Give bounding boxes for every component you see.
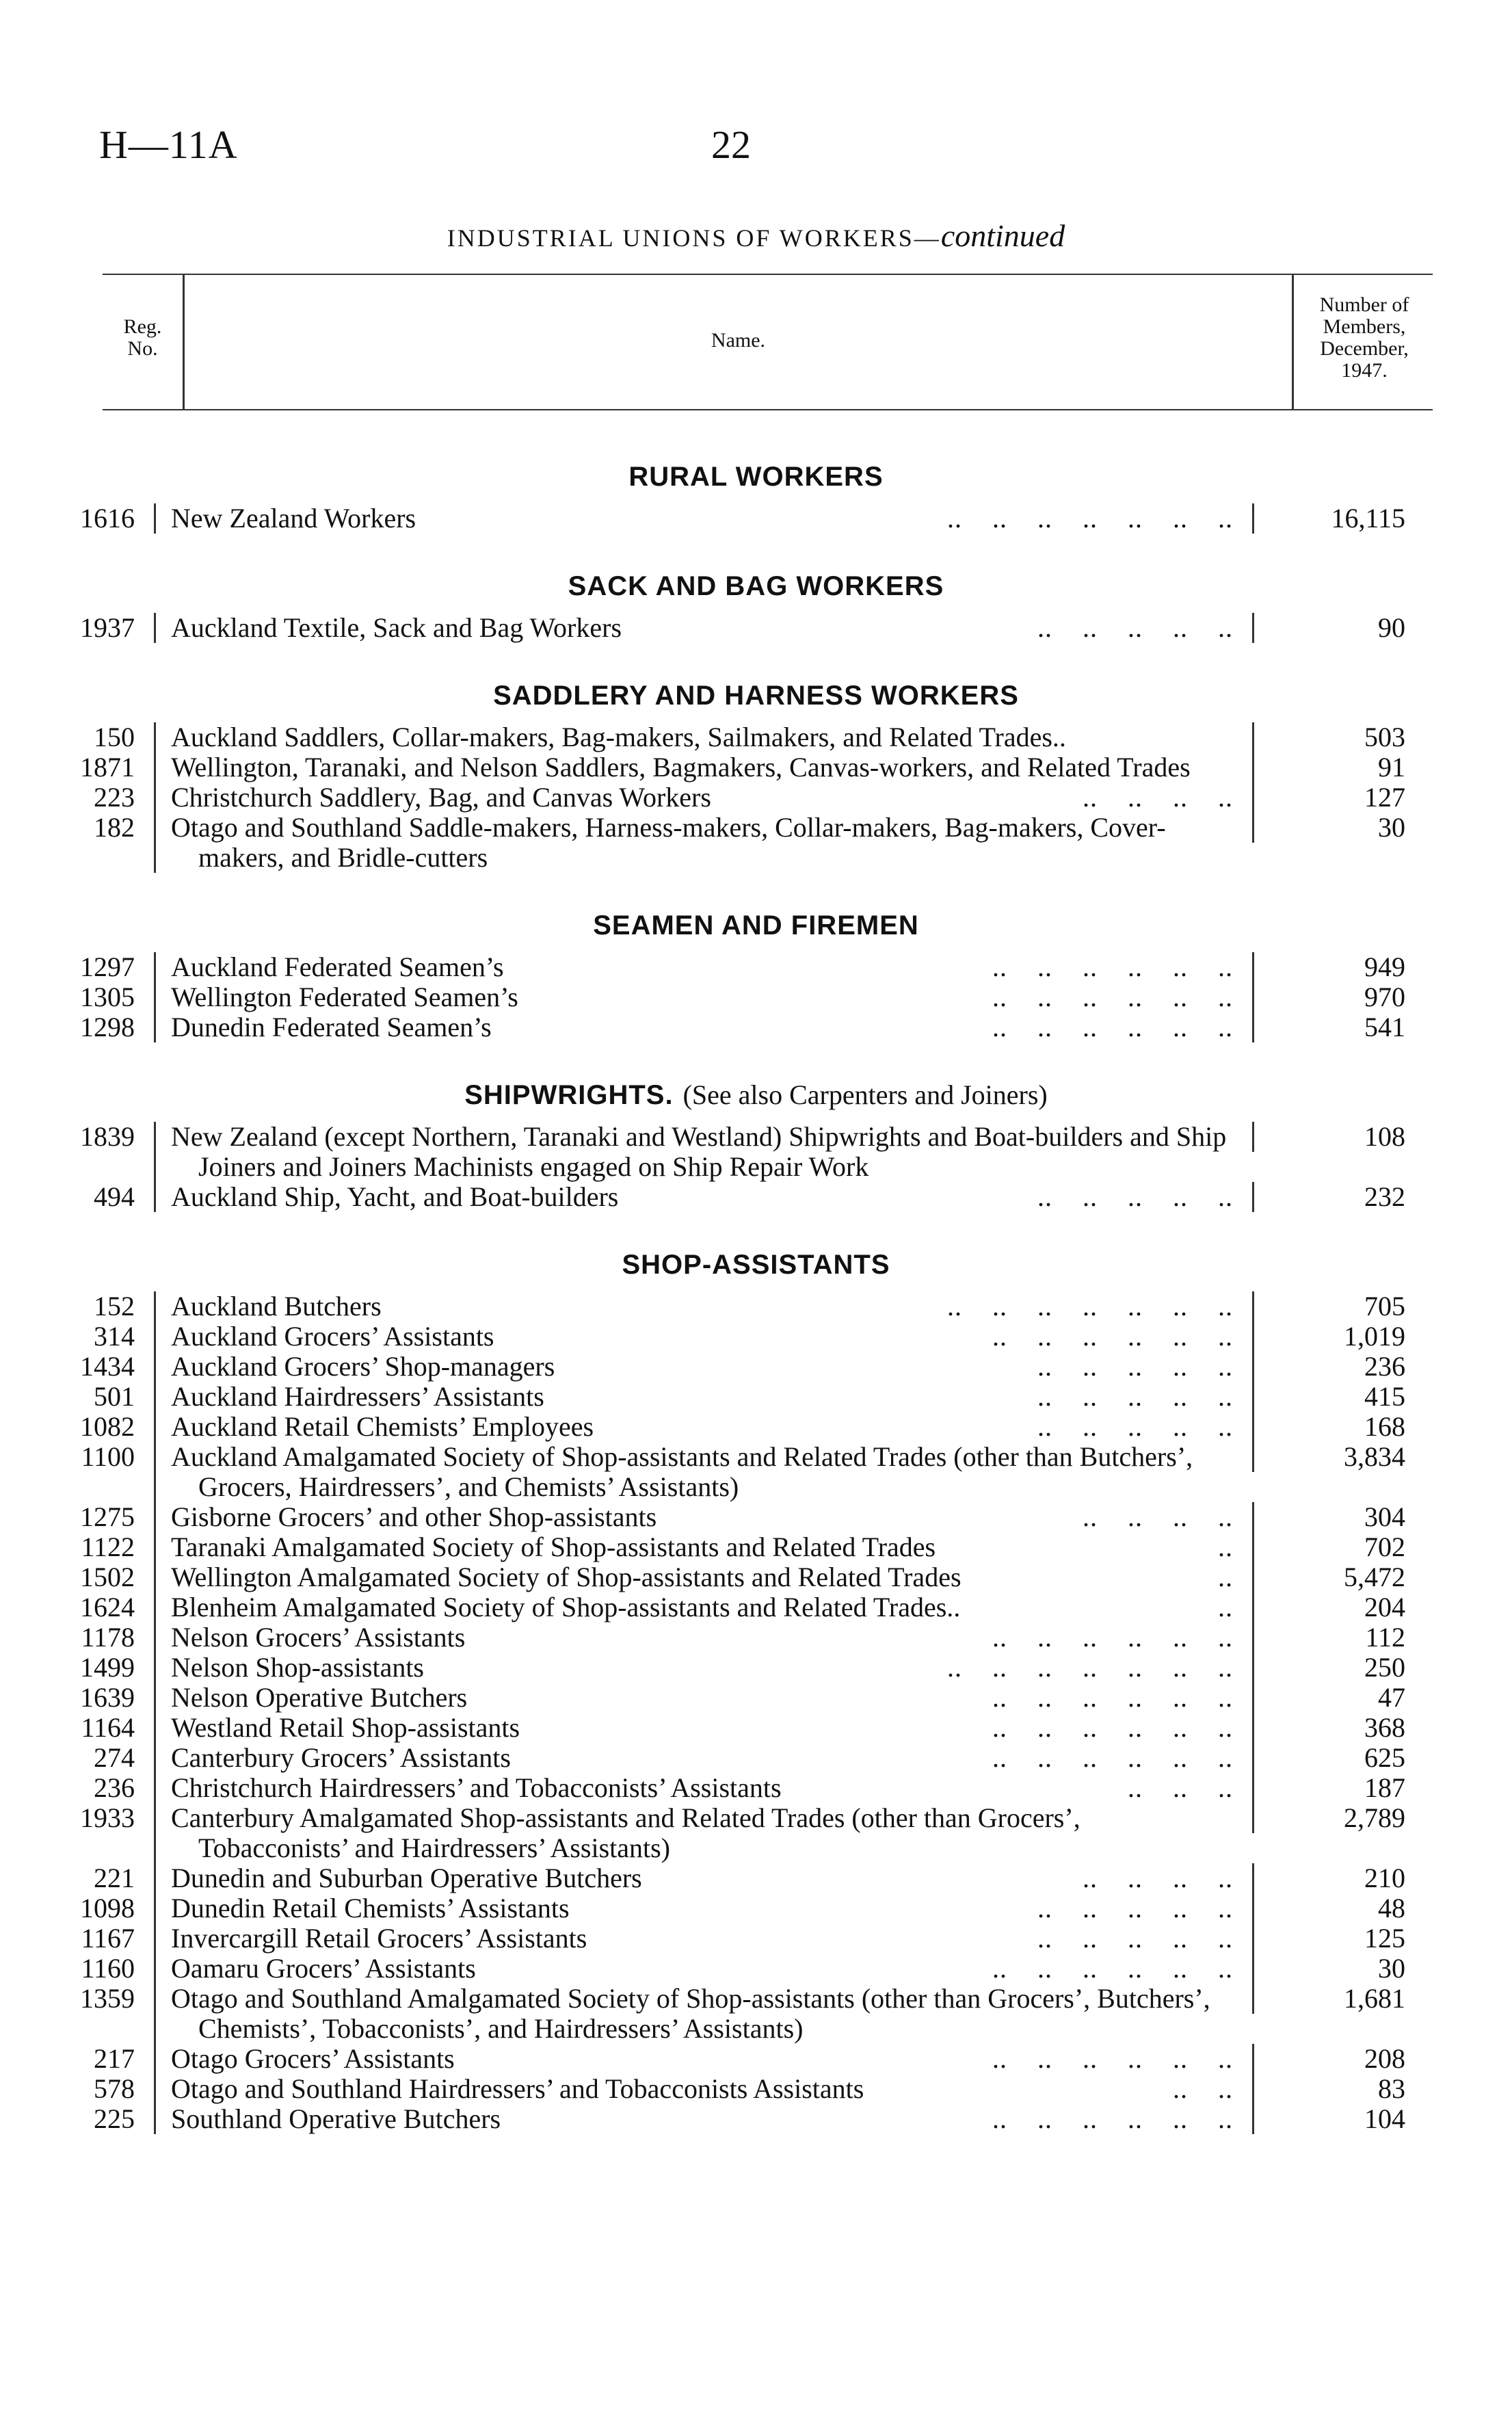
table-row <box>0 1182 1512 1212</box>
member-count: 304 <box>1252 1502 1416 1532</box>
member-count: 47 <box>1252 1683 1416 1713</box>
reg-number: 1639 <box>80 1682 135 1713</box>
reg-number: 236 <box>94 1772 135 1803</box>
table-row <box>0 1743 1512 1773</box>
reg-number: 274 <box>94 1742 135 1773</box>
union-name-cell <box>154 1502 1252 1532</box>
union-name: Canterbury Grocers’ Assistants <box>171 1742 511 1773</box>
union-name: Oamaru Grocers’ Assistants <box>171 1953 476 1984</box>
member-count: 5,472 <box>1252 1562 1416 1592</box>
reg-number: 314 <box>94 1321 135 1352</box>
member-count: 112 <box>1252 1622 1416 1653</box>
union-name: Gisborne Grocers’ and other Shop-assistants <box>171 1501 657 1532</box>
leader-dots: .. .. .. .. .. <box>1022 1181 1233 1212</box>
reg-number: 1100 <box>81 1441 135 1472</box>
union-name: Dunedin Retail Chemists’ Assistants <box>171 1893 570 1923</box>
document-reference: H—11A <box>99 122 238 167</box>
leader-dots: .. <box>1203 1592 1233 1622</box>
column-header-reg-no: Reg. No. <box>123 315 162 360</box>
table-row <box>0 1713 1512 1743</box>
table-row <box>0 1442 1512 1502</box>
member-count: 108 <box>1252 1122 1416 1152</box>
table-row <box>0 982 1512 1012</box>
section-heading <box>0 679 1512 713</box>
reg-number: 221 <box>94 1863 135 1893</box>
leader-dots: .. <box>1203 1562 1233 1592</box>
reg-number: 217 <box>94 2043 135 2074</box>
table-row <box>0 1502 1512 1532</box>
union-name: New Zealand Workers <box>171 503 416 534</box>
header-top-rule <box>103 274 1433 275</box>
member-count: 204 <box>1252 1592 1416 1622</box>
leader-dots: .. .. .. .. .. <box>1022 1351 1233 1382</box>
union-name: Otago and Southland Hairdressers’ and Tobacconists Assistants <box>171 2073 864 2104</box>
leader-dots: .. .. <box>1158 2073 1233 2104</box>
member-count: 625 <box>1252 1743 1416 1773</box>
member-count: 187 <box>1252 1773 1416 1803</box>
union-name-cell <box>154 1683 1252 1713</box>
union-name-cell <box>154 722 1252 752</box>
member-count: 236 <box>1252 1352 1416 1382</box>
union-name: Auckland Butchers <box>171 1291 382 1322</box>
union-name-cell <box>154 752 1252 783</box>
union-name-cell <box>154 1532 1252 1562</box>
member-count: 90 <box>1252 613 1416 643</box>
member-count: 30 <box>1252 1954 1416 1984</box>
union-name-cell <box>154 952 1252 982</box>
table-row <box>0 2044 1512 2074</box>
table-row <box>0 503 1512 534</box>
leader-dots: .. .. .. <box>1113 1772 1233 1803</box>
table-row <box>0 1954 1512 1984</box>
section-heading-text: SHOP-ASSISTANTS <box>622 1250 890 1280</box>
header-divider-right <box>1292 274 1294 409</box>
union-name-cell <box>154 1984 1252 2044</box>
leader-dots: .. .. .. .. .. .. <box>977 1682 1233 1713</box>
member-count: 705 <box>1252 1291 1416 1322</box>
union-name: Auckland Amalgamated Society of Shop-assistants and Related Trades (other than Butchers’, Grocers, Hairdressers’, and Chemists’ Assistants) <box>171 1441 1193 1502</box>
table-row <box>0 1322 1512 1352</box>
reg-number: 1502 <box>80 1562 135 1592</box>
union-name-cell <box>154 1863 1252 1893</box>
union-name: Otago and Southland Saddle-makers, Harness-makers, Collar-makers, Bag-makers, Cover-makers, and Bridle-cutters <box>171 812 1166 873</box>
union-name: Auckland Federated Seamen’s <box>171 951 504 982</box>
table-row <box>0 613 1512 643</box>
section-heading-text: SADDLERY AND HARNESS WORKERS <box>493 681 1019 711</box>
reg-number: 1082 <box>80 1411 135 1442</box>
member-count: 2,789 <box>1252 1803 1416 1833</box>
member-count: 232 <box>1252 1182 1416 1212</box>
table-row <box>0 1352 1512 1382</box>
table-row <box>0 783 1512 813</box>
member-count: 48 <box>1252 1893 1416 1923</box>
member-count: 250 <box>1252 1653 1416 1683</box>
table-row <box>0 1893 1512 1923</box>
member-count: 16,115 <box>1252 503 1416 534</box>
leader-dots: .. .. .. .. .. .. <box>977 951 1233 982</box>
section-heading <box>0 1078 1512 1112</box>
member-count: 949 <box>1252 952 1416 982</box>
member-count: 104 <box>1252 2104 1416 2134</box>
table-row <box>0 1412 1512 1442</box>
union-name-cell <box>154 1923 1252 1954</box>
union-name: Southland Operative Butchers <box>171 2103 501 2134</box>
leader-dots: .. .. .. .. .. .. <box>977 2043 1233 2074</box>
reg-number: 1178 <box>81 1622 135 1653</box>
reg-number: 1298 <box>80 1012 135 1042</box>
reg-number: 1359 <box>80 1983 135 2014</box>
table-row <box>0 2074 1512 2104</box>
table-row <box>0 1863 1512 1893</box>
reg-number: 1164 <box>81 1712 135 1743</box>
leader-dots: .. .. .. .. <box>1067 782 1233 813</box>
table-row <box>0 752 1512 783</box>
union-name-cell <box>154 1352 1252 1382</box>
union-name: Auckland Ship, Yacht, and Boat-builders <box>171 1181 619 1212</box>
member-count: 503 <box>1252 722 1416 752</box>
reg-number: 1305 <box>80 982 135 1012</box>
member-count: 83 <box>1252 2074 1416 2104</box>
reg-number: 1122 <box>81 1532 135 1562</box>
section-heading <box>0 1248 1512 1282</box>
leader-dots: .. .. .. .. .. .. <box>977 1742 1233 1773</box>
member-count: 415 <box>1252 1382 1416 1412</box>
member-count: 702 <box>1252 1532 1416 1562</box>
union-name: Auckland Saddlers, Collar-makers, Bag-makers, Sailmakers, and Related Trades.. <box>171 722 1066 752</box>
union-name-cell <box>154 1442 1252 1502</box>
union-name: Auckland Grocers’ Assistants <box>171 1321 494 1352</box>
leader-dots: .. <box>1203 1532 1233 1562</box>
leader-dots: .. .. .. .. .. .. <box>977 1321 1233 1352</box>
table-row <box>0 2104 1512 2134</box>
table-row <box>0 1773 1512 1803</box>
leader-dots: .. .. .. .. .. <box>1030 612 1233 643</box>
table-row <box>0 1683 1512 1713</box>
reg-number: 152 <box>94 1291 135 1322</box>
table-row <box>0 1532 1512 1562</box>
union-name-cell <box>154 1803 1252 1863</box>
reg-number: 1297 <box>80 951 135 982</box>
section-heading-note: (See also Carpenters and Joiners) <box>682 1079 1048 1110</box>
union-name-cell <box>154 1713 1252 1743</box>
section-heading <box>0 569 1512 603</box>
table-row <box>0 952 1512 982</box>
leader-dots: .. .. .. .. <box>1067 1501 1233 1532</box>
section-heading <box>0 908 1512 943</box>
table-row <box>0 722 1512 752</box>
table-row <box>0 1803 1512 1863</box>
union-name: Wellington Amalgamated Society of Shop-assistants and Related Trades <box>171 1562 961 1592</box>
union-name: Westland Retail Shop-assistants <box>171 1712 520 1743</box>
leader-dots: .. .. .. .. .. <box>1022 1923 1233 1954</box>
table-row <box>0 1562 1512 1592</box>
leader-dots: .. .. .. .. .. .. .. <box>932 1652 1233 1683</box>
table-row <box>0 1382 1512 1412</box>
member-count: 1,019 <box>1252 1322 1416 1352</box>
union-name: Auckland Hairdressers’ Assistants <box>171 1381 544 1412</box>
page-number: 22 <box>711 122 751 167</box>
page-title-continued: continued <box>940 218 1065 253</box>
union-name-cell <box>154 1893 1252 1923</box>
union-name: Taranaki Amalgamated Society of Shop-assistants and Related Trades <box>171 1532 936 1562</box>
leader-dots: .. .. .. .. .. <box>1022 1411 1233 1442</box>
reg-number: 225 <box>94 2103 135 2134</box>
reg-number: 1098 <box>80 1893 135 1923</box>
union-name: Nelson Grocers’ Assistants <box>171 1622 466 1653</box>
union-name: Otago Grocers’ Assistants <box>171 2043 455 2074</box>
reg-number: 1624 <box>80 1592 135 1622</box>
reg-number: 1167 <box>81 1923 135 1954</box>
union-name: Canterbury Amalgamated Shop-assistants and Related Trades (other than Grocers’, Tobacconists’ and Hairdressers’ Assistants) <box>171 1802 1080 1863</box>
column-header-members: Number of Members, December, 1947. <box>1319 293 1409 382</box>
reg-number: 223 <box>94 782 135 813</box>
page-title-text: INDUSTRIAL UNIONS OF WORKERS— <box>447 224 941 252</box>
page-title <box>0 218 1512 254</box>
table-row <box>0 1122 1512 1182</box>
reg-number: 1937 <box>80 612 135 643</box>
member-count: 210 <box>1252 1863 1416 1893</box>
union-name: Wellington Federated Seamen’s <box>171 982 518 1012</box>
union-name-cell <box>154 1773 1252 1803</box>
union-name: Invercargill Retail Grocers’ Assistants <box>171 1923 587 1954</box>
reg-number: 1160 <box>81 1953 135 1984</box>
union-name-cell <box>154 1382 1252 1412</box>
leader-dots: .. .. .. .. .. .. <box>977 1712 1233 1743</box>
reg-number: 501 <box>94 1381 135 1412</box>
table-row <box>0 1012 1512 1042</box>
union-name-cell <box>154 1562 1252 1592</box>
leader-dots: .. .. .. .. .. .. .. <box>932 503 1233 534</box>
union-name: Auckland Grocers’ Shop-managers <box>171 1351 555 1382</box>
union-name-cell <box>154 2044 1252 2074</box>
union-name-cell <box>154 2104 1252 2134</box>
union-name: New Zealand (except Northern, Taranaki and Westland) Shipwrights and Boat-builders and Ship Joiners and Joiners Machinists engaged on Ship Repair Work <box>171 1121 1227 1182</box>
reg-number: 182 <box>94 812 135 843</box>
reg-number: 494 <box>94 1181 135 1212</box>
union-name-cell <box>154 503 1252 534</box>
leader-dots: .. .. .. .. .. <box>1022 1381 1233 1412</box>
leader-dots: .. .. .. .. .. .. <box>977 1953 1233 1984</box>
union-name-cell <box>154 2074 1252 2104</box>
member-count: 208 <box>1252 2044 1416 2074</box>
reg-number: 1616 <box>80 503 135 534</box>
column-header-name: Name. <box>711 329 766 352</box>
leader-dots: .. .. .. .. .. .. <box>977 1012 1233 1042</box>
reg-number: 1434 <box>80 1351 135 1382</box>
leader-dots: .. .. .. .. .. .. .. <box>932 1291 1233 1322</box>
reg-number: 150 <box>94 722 135 752</box>
reg-number: 1933 <box>80 1802 135 1833</box>
section-heading-text: SHIPWRIGHTS. <box>464 1080 674 1110</box>
union-name-cell <box>154 1122 1252 1182</box>
union-name-cell <box>154 1322 1252 1352</box>
member-count: 30 <box>1252 813 1416 843</box>
union-name: Blenheim Amalgamated Society of Shop-assistants and Related Trades.. <box>171 1592 961 1622</box>
table-row <box>0 1622 1512 1653</box>
union-name-cell <box>154 1622 1252 1653</box>
union-table <box>0 451 1512 2134</box>
table-row <box>0 1653 1512 1683</box>
union-name-cell <box>154 1182 1252 1212</box>
section-heading-text: SACK AND BAG WORKERS <box>568 571 944 601</box>
reg-number: 1839 <box>80 1121 135 1152</box>
member-count: 91 <box>1252 752 1416 783</box>
member-count: 541 <box>1252 1012 1416 1042</box>
union-name-cell <box>154 1592 1252 1622</box>
member-count: 127 <box>1252 783 1416 813</box>
reg-number: 1275 <box>80 1501 135 1532</box>
section-heading-text: RURAL WORKERS <box>628 462 884 492</box>
member-count: 1,681 <box>1252 1984 1416 2014</box>
member-count: 368 <box>1252 1713 1416 1743</box>
union-name: Dunedin and Suburban Operative Butchers <box>171 1863 642 1893</box>
table-row <box>0 1984 1512 2044</box>
union-name-cell <box>154 1954 1252 1984</box>
union-name-cell <box>154 1653 1252 1683</box>
union-name: Auckland Textile, Sack and Bag Workers <box>171 612 622 643</box>
union-name: Dunedin Federated Seamen’s <box>171 1012 492 1042</box>
union-name: Nelson Shop-assistants <box>171 1652 424 1683</box>
reg-number: 578 <box>94 2073 135 2104</box>
table-row <box>0 1923 1512 1954</box>
member-count: 970 <box>1252 982 1416 1012</box>
header-bottom-rule <box>103 409 1433 410</box>
member-count: 125 <box>1252 1923 1416 1954</box>
union-name-cell <box>154 1743 1252 1773</box>
union-name-cell <box>154 783 1252 813</box>
table-row <box>0 1291 1512 1322</box>
reg-number: 1499 <box>80 1652 135 1683</box>
member-count: 168 <box>1252 1412 1416 1442</box>
union-name: Otago and Southland Amalgamated Society of Shop-assistants (other than Grocers’, Butchers’, Chemists’, Tobacconists’, and Hairdressers’ Assistants) <box>171 1983 1210 2044</box>
union-name: Christchurch Hairdressers’ and Tobacconists’ Assistants <box>171 1772 782 1803</box>
union-name: Wellington, Taranaki, and Nelson Saddlers, Bagmakers, Canvas-workers, and Related Trades <box>171 752 1191 783</box>
leader-dots: .. .. .. .. .. .. <box>977 1622 1233 1653</box>
section-heading-text: SEAMEN AND FIREMEN <box>593 910 919 941</box>
section-heading <box>0 460 1512 494</box>
reg-number: 1871 <box>80 752 135 783</box>
union-name-cell <box>154 1412 1252 1442</box>
table-row <box>0 1592 1512 1622</box>
leader-dots: .. .. .. .. <box>1067 1863 1233 1893</box>
union-name: Auckland Retail Chemists’ Employees <box>171 1411 594 1442</box>
union-name-cell <box>154 613 1252 643</box>
union-name-cell <box>154 1291 1252 1322</box>
union-name: Christchurch Saddlery, Bag, and Canvas Workers <box>171 782 711 813</box>
leader-dots: .. .. .. .. .. .. <box>977 2103 1233 2134</box>
leader-dots: .. .. .. .. .. <box>1022 1893 1233 1923</box>
table-row <box>0 813 1512 873</box>
union-name-cell <box>154 813 1252 873</box>
union-name-cell <box>154 1012 1252 1042</box>
union-name-cell <box>154 982 1252 1012</box>
member-count: 3,834 <box>1252 1442 1416 1472</box>
union-name: Nelson Operative Butchers <box>171 1682 468 1713</box>
leader-dots: .. .. .. .. .. .. <box>977 982 1233 1012</box>
